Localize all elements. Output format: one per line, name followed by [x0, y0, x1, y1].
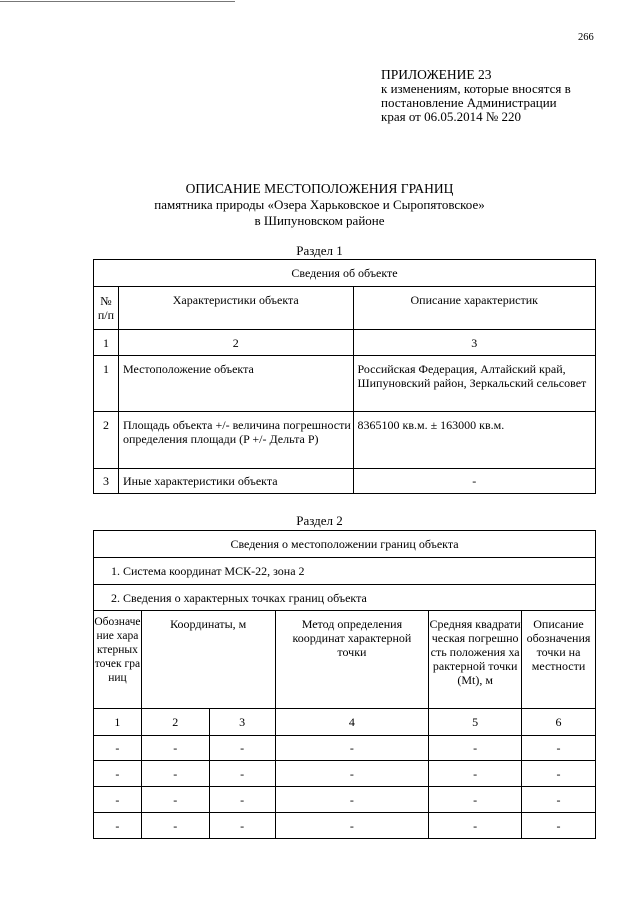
cell: -	[275, 787, 429, 813]
cell: -	[209, 761, 275, 787]
cell: -	[209, 787, 275, 813]
cell: -	[275, 813, 429, 839]
header-designation: Обозначение характерных точек границ	[94, 611, 142, 709]
cell: -	[429, 813, 522, 839]
coord-system: 1. Система координат МСК-22, зона 2	[94, 558, 596, 585]
appendix-line: края от 06.05.2014 № 220	[381, 109, 521, 124]
row-description: -	[353, 469, 596, 494]
object-info-table	[93, 259, 596, 494]
cell: -	[141, 736, 209, 761]
table-title: Сведения о местоположении границ объекта	[94, 531, 596, 558]
col-number: 1	[94, 330, 119, 356]
appendix-line: к изменениям, которые вносятся в	[381, 81, 571, 96]
title-line: в Шипуновском районе	[254, 213, 385, 228]
row-characteristic: Иные характеристики объекта	[118, 469, 353, 494]
header-description: Описание характеристик	[353, 287, 596, 330]
cell: -	[429, 736, 522, 761]
table-row	[94, 787, 596, 813]
points-title: 2. Сведения о характерных точках границ объекта	[94, 585, 596, 611]
table-row	[94, 813, 596, 839]
cell: -	[94, 787, 142, 813]
scan-edge-line	[0, 1, 235, 2]
section2-label: Раздел 2	[296, 513, 343, 528]
cell: -	[275, 761, 429, 787]
page-number: 266	[578, 32, 594, 43]
header-num: № п/п	[94, 287, 119, 330]
col-number: 2	[118, 330, 353, 356]
appendix-title: ПРИЛОЖЕНИЕ 23	[381, 67, 492, 82]
col-number: 3	[353, 330, 596, 356]
cell: -	[521, 813, 595, 839]
row-characteristic: Местоположение объекта	[118, 356, 353, 412]
cell: -	[94, 813, 142, 839]
col-number: 5	[429, 709, 522, 736]
title-line: памятника природы «Озера Харьковское и Сыропятовское»	[154, 197, 485, 212]
cell: -	[94, 761, 142, 787]
row-num: 3	[94, 469, 119, 494]
cell: -	[141, 787, 209, 813]
table-row	[94, 736, 596, 761]
cell: -	[521, 736, 595, 761]
cell: -	[521, 761, 595, 787]
col-number: 2	[141, 709, 209, 736]
title-heading: ОПИСАНИЕ МЕСТОПОЛОЖЕНИЯ ГРАНИЦ	[185, 181, 454, 196]
header-error: Средняя квадратическая погрешность положения характерной точки (Mt), м	[429, 611, 522, 709]
cell: -	[429, 787, 522, 813]
col-number: 6	[521, 709, 595, 736]
table-row	[94, 761, 596, 787]
col-number: 1	[94, 709, 142, 736]
header-coordinates: Координаты, м	[141, 611, 275, 709]
cell: -	[141, 813, 209, 839]
row-num: 1	[94, 356, 119, 412]
row-num: 2	[94, 412, 119, 469]
header-characteristics: Характеристики объекта	[118, 287, 353, 330]
appendix-line: постановление Администрации	[381, 95, 557, 110]
section1-label: Раздел 1	[296, 243, 343, 258]
row-description: 8365100 кв.м. ± 163000 кв.м.	[353, 412, 596, 469]
document-title	[0, 181, 639, 229]
cell: -	[429, 761, 522, 787]
boundary-table	[93, 530, 596, 839]
cell: -	[275, 736, 429, 761]
row-characteristic: Площадь объекта +/- величина погрешности определения площади (P +/- Дельта P)	[118, 412, 353, 469]
cell: -	[209, 813, 275, 839]
table-title: Сведения об объекте	[94, 260, 596, 287]
cell: -	[141, 761, 209, 787]
row-description: Российская Федерация, Алтайский край, Шипуновский район, Зеркальский сельсовет	[353, 356, 596, 412]
cell: -	[209, 736, 275, 761]
col-number: 3	[209, 709, 275, 736]
cell: -	[521, 787, 595, 813]
cell: -	[94, 736, 142, 761]
header-method: Метод определения координат характерной точки	[275, 611, 429, 709]
col-number: 4	[275, 709, 429, 736]
header-marking: Описание обозначения точки на местности	[521, 611, 595, 709]
appendix-block	[381, 68, 571, 124]
